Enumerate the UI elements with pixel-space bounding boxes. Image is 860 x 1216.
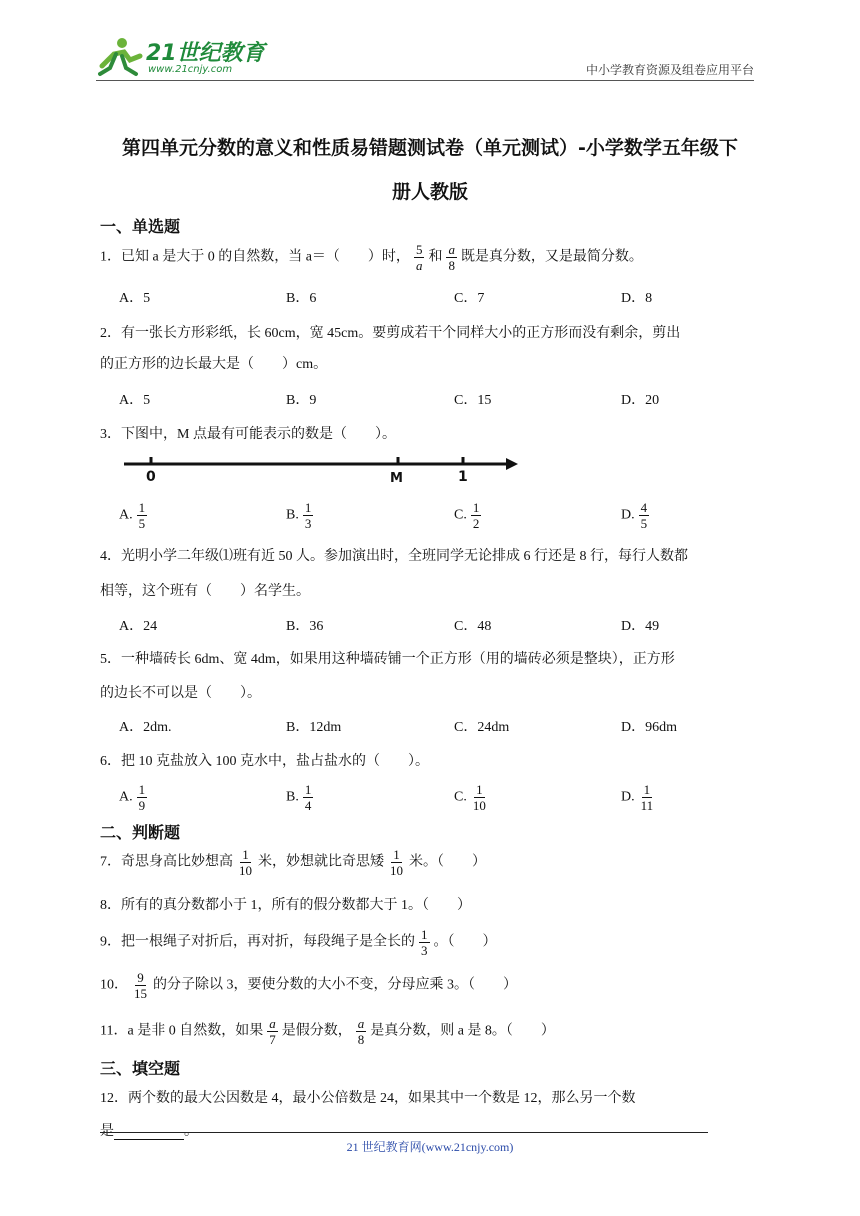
q4-option-a[interactable]: A．24 (119, 619, 158, 634)
q2-option-a[interactable]: A．5 (119, 393, 151, 408)
number-line-label-0: 0 (146, 469, 156, 485)
q2-option-c[interactable]: C．15 (454, 393, 492, 408)
q3-option-c[interactable]: C. $\frac{1}{2}$ (454, 500, 480, 531)
number-line (120, 452, 520, 486)
header-divider (96, 80, 754, 81)
q6-option-a[interactable]: A. $\frac{1}{9}$ (119, 782, 146, 813)
q2-option-b[interactable]: B．9 (286, 393, 317, 408)
q5-option-b[interactable]: B．12dm (286, 720, 342, 735)
footer-divider (100, 1132, 708, 1133)
q4-option-c[interactable]: C．48 (454, 619, 492, 634)
q2-option-d[interactable]: D．20 (621, 393, 660, 408)
question-9: 9．把一根绳子对折后，再对折，每段绳子是全长的 $\frac{1}{3}$ 。（ ） (100, 927, 497, 958)
section-true-false: 二、判断题 (100, 823, 181, 842)
footer-text: 21 世纪教育网(www.21cnjy.com) (346, 1140, 514, 1154)
question-2-line1: 2．有一张长方形彩纸，长 60cm，宽 45cm。要剪成若干个同样大小的正方形而没有剩余，剪出 (100, 326, 681, 341)
question-12-line2: 是 。 (100, 1124, 198, 1139)
question-4-line1: 4．光明小学二年级⑴班有近 50 人。参加演出时，全班同学无论排成 6 行还是 8 行，每行人数都 (100, 549, 688, 564)
question-5-line1: 5．一种墙砖长 6dm、宽 4dm，如果用这种墙砖铺一个正方形（用的墙砖必须是整块），正方形 (100, 652, 675, 667)
fraction: $\frac{a}{8}$ (448, 242, 455, 273)
q5-option-a[interactable]: A．2dm. (119, 720, 172, 735)
section-fill-blank: 三、填空题 (100, 1059, 181, 1078)
question-5-line2: 的边长不可以是（ ）。 (100, 686, 261, 701)
question-8: 8．所有的真分数都小于 1，所有的假分数都大于 1。（ ） (100, 898, 471, 913)
q5-option-d[interactable]: D．96dm (621, 720, 677, 735)
number-line-label-m: M (390, 471, 403, 486)
logo-text: 21世纪教育 (146, 41, 265, 66)
page-title-line1: 第四单元分数的意义和性质易错题测试卷（单元测试）-小学数学五年级下 (122, 137, 738, 159)
question-10: 10． $\frac{9}{15}$ 的分子除以 3，要使分数的大小不变，分母应乘 3。（ ） (100, 970, 517, 1001)
q1-text-end: 既是真分数，又是最简分数。 (460, 249, 643, 265)
page-title-line2: 册人教版 (391, 181, 468, 203)
q3-option-b[interactable]: B. $\frac{1}{3}$ (286, 500, 312, 531)
question-7: 7．奇思身高比妙想高 $\frac{1}{10}$ 米，妙想就比奇思矮 $\frac{1}{10}$ 米。（ ） (100, 847, 486, 878)
q3-option-a[interactable]: A. $\frac{1}{5}$ (119, 500, 146, 531)
header-platform: 中小学教育资源及组卷应用平台 (585, 63, 754, 77)
question-2-line2: 的正方形的边长最大是（ ）cm。 (100, 357, 328, 372)
number-line-label-1: 1 (458, 469, 468, 485)
section-single-choice: 一、单选题 (100, 217, 181, 236)
question-4-line2: 相等，这个班有（ ）名学生。 (100, 584, 310, 599)
question-3: 3．下图中，M 点最有可能表示的数是（ ）。 (100, 427, 396, 442)
question-12-line1: 12．两个数的最大公因数是 4，最小公倍数是 24，如果其中一个数是 12，那么另一个数 (100, 1091, 636, 1106)
q1-option-a[interactable]: A．5 (119, 291, 151, 306)
logo-url: www.21cnjy.com (148, 64, 233, 75)
q1-option-d[interactable]: D．8 (621, 291, 653, 306)
q6-option-d[interactable]: D. $\frac{1}{11}$ (621, 782, 654, 813)
logo (96, 34, 266, 80)
q4-option-b[interactable]: B．36 (286, 619, 324, 634)
question-6: 6．把 10 克盐放入 100 克水中，盐占盐水的（ ）。 (100, 754, 429, 769)
q1-option-b[interactable]: B．6 (286, 291, 317, 306)
q1-and: 和 (428, 249, 443, 265)
q6-option-b[interactable]: B. $\frac{1}{4}$ (286, 782, 312, 813)
q3-option-d[interactable]: D. $\frac{4}{5}$ (621, 500, 648, 531)
question-1 (100, 243, 643, 272)
q5-option-c[interactable]: C．24dm (454, 720, 510, 735)
q1-option-c[interactable]: C．7 (454, 291, 485, 306)
q1-text: 1．已知 a 是大于 0 的自然数，当 a＝（ ）时， (100, 249, 410, 265)
question-11: 11．a 是非 0 自然数，如果 $\frac{a}{7}$ 是假分数， $\frac{a}{8}$ 是真分数，则 a 是 8。（ ） (100, 1016, 555, 1047)
fraction: $\frac{5}{a}$ (415, 242, 423, 273)
q6-option-c[interactable]: C. $\frac{1}{10}$ (454, 782, 486, 813)
q4-option-d[interactable]: D．49 (621, 619, 660, 634)
